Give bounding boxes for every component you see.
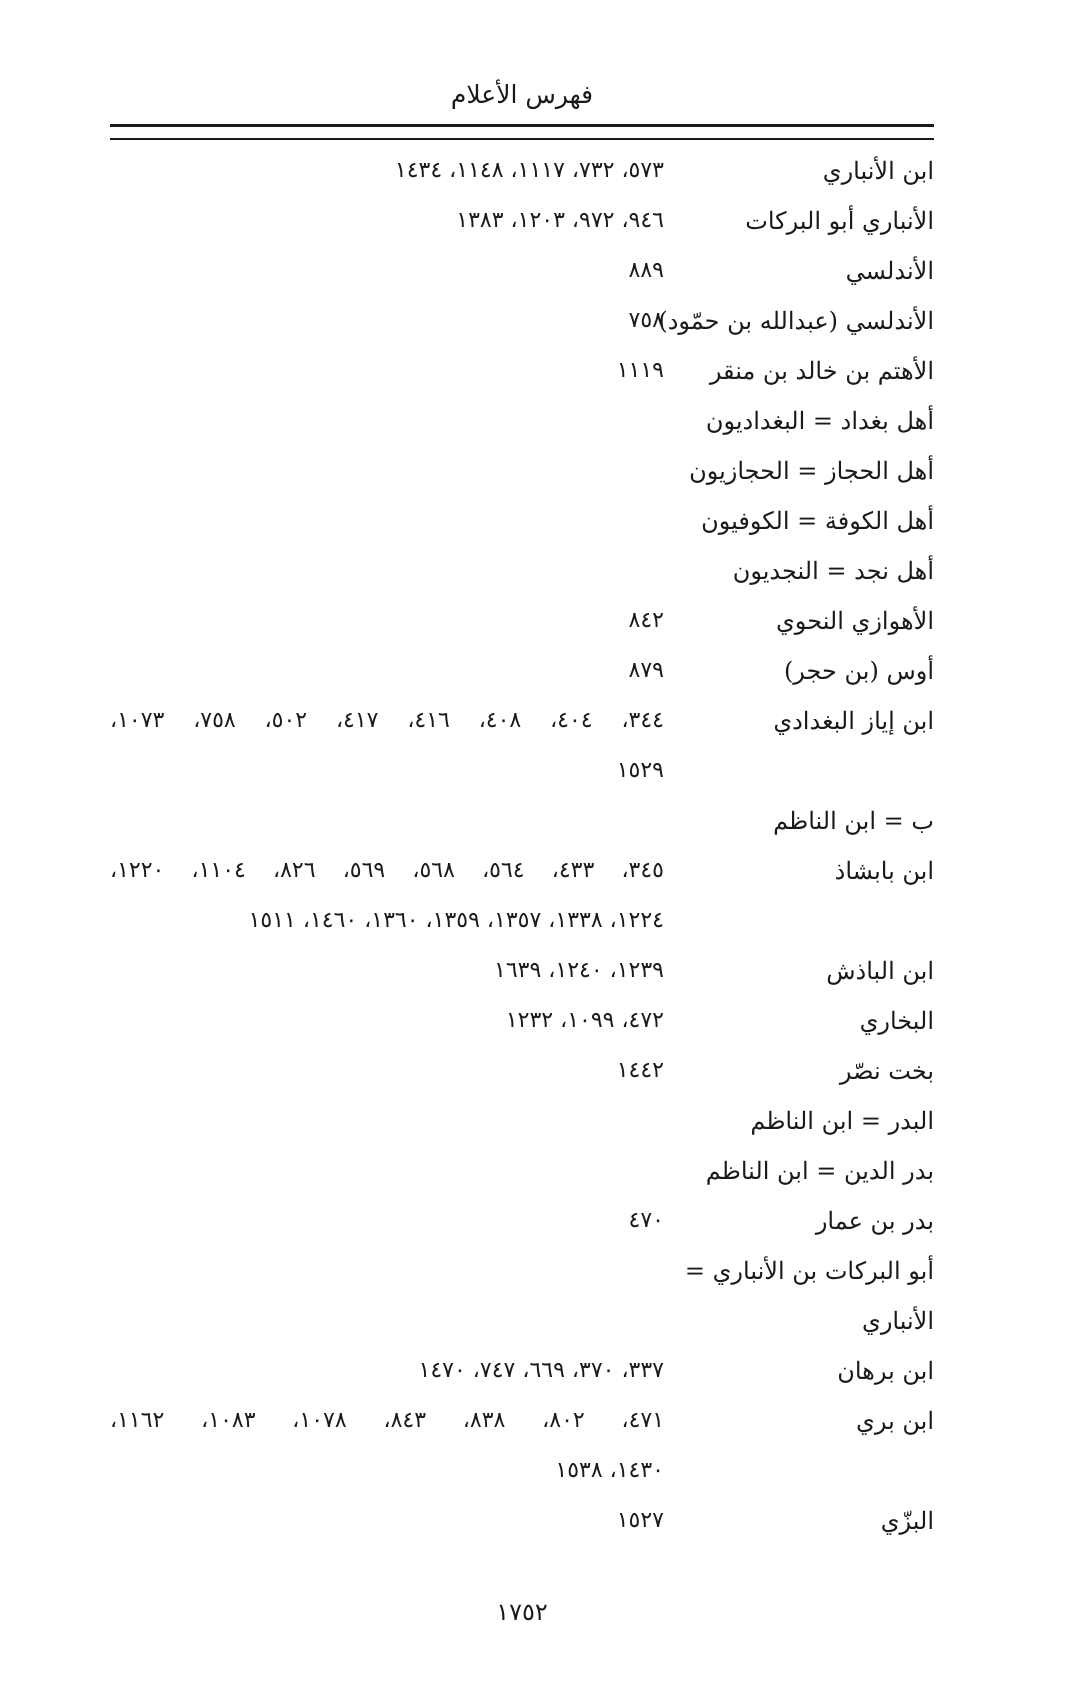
page-refs-line: ١١١٩ — [616, 358, 664, 383]
page-refs-line: ١٥٢٧ — [616, 1508, 664, 1533]
page-refs-line: ٨٨٩ — [628, 258, 664, 283]
page-refs-line: ١٢٢٤، ١٣٣٨، ١٣٥٧، ١٣٥٩، ١٣٦٠، ١٤٦٠، ١٥١١ — [248, 908, 664, 933]
entry-name: البزّي — [880, 1507, 934, 1535]
page-refs-line: ١٤٤٢ — [616, 1058, 664, 1083]
index-entry — [110, 1346, 934, 1396]
entry-name: ابن برهان — [837, 1357, 934, 1385]
entry-name: أهل الكوفة = الكوفيون — [701, 507, 934, 535]
index-entry — [110, 546, 934, 596]
entry-pages — [110, 846, 664, 946]
entry-pages — [110, 696, 664, 796]
entry-name: بخت نصّر — [839, 1057, 934, 1085]
entry-pages — [110, 996, 664, 1046]
index-entry — [110, 996, 934, 1046]
page-refs-line: ٤٧٠ — [628, 1208, 664, 1233]
page-refs-line: ٧٥٨ — [628, 308, 664, 333]
index-entry — [110, 1096, 934, 1146]
page-refs-line: ٥٧٣، ٧٣٢، ١١١٧، ١١٤٨، ١٤٣٤ — [394, 158, 664, 183]
entry-pages — [110, 246, 664, 296]
page-refs-line: ٤٧٢، ١٠٩٩، ١٢٣٢ — [505, 1008, 664, 1033]
entry-name: أهل بغداد = البغداديون — [705, 407, 934, 435]
index-entry — [110, 796, 934, 846]
page-refs-line: ٨٧٩ — [628, 658, 664, 683]
entry-name: أهل الحجاز = الحجازيون — [689, 457, 934, 485]
index-entry — [110, 1046, 934, 1096]
index-entry — [110, 846, 934, 946]
entry-name: الأندلسي — [845, 257, 934, 285]
entry-pages — [110, 1396, 664, 1496]
index-entry — [110, 296, 934, 346]
page-refs-line: ٣٤٥، ٤٣٣، ٥٦٤، ٥٦٨، ٥٦٩، ٨٢٦، ١١٠٤، ١٢٢٠، — [110, 858, 664, 883]
page-refs-line: ٨٤٢ — [628, 608, 664, 633]
index-entry — [110, 596, 934, 646]
page-refs-line: ٣٤٤، ٤٠٤، ٤٠٨، ٤١٦، ٤١٧، ٥٠٢، ٧٥٨، ١٠٧٣، — [110, 708, 664, 733]
entry-pages — [110, 596, 664, 646]
entry-name: البدر = ابن الناظم — [750, 1107, 934, 1135]
page-refs-line: ٩٤٦، ٩٧٢، ١٢٠٣، ١٣٨٣ — [456, 208, 664, 233]
index-entry — [110, 246, 934, 296]
page-number: ١٧٥٢ — [496, 1598, 548, 1626]
entry-name: الأهتم بن خالد بن منقر — [709, 357, 934, 385]
index-entry — [110, 1246, 934, 1346]
entry-pages — [110, 1496, 664, 1546]
index-entry — [110, 946, 934, 996]
entry-name: بدر بن عمار — [815, 1207, 934, 1235]
entry-name: أوس (بن حجر) — [783, 657, 934, 685]
entry-pages — [110, 296, 664, 346]
entry-pages — [110, 646, 664, 696]
index-entry — [110, 396, 934, 446]
entry-name: ابن بابشاذ — [834, 857, 934, 885]
entry-name-line: الأنباري — [862, 1307, 934, 1335]
page-refs-line: ١٤٣٠، ١٥٣٨ — [555, 1458, 664, 1483]
index-list — [110, 146, 934, 1546]
page-refs-line: ٤٧١، ٨٠٢، ٨٣٨، ٨٤٣، ١٠٧٨، ١٠٨٣، ١١٦٢، — [110, 1408, 665, 1433]
entry-pages — [110, 196, 664, 246]
entry-name: ابن بري — [856, 1407, 934, 1435]
entry-name — [664, 1246, 934, 1346]
entry-name: بدر الدين = ابن الناظم — [705, 1157, 934, 1185]
index-entry — [110, 496, 934, 546]
entry-name: الأنباري أبو البركات — [745, 207, 934, 235]
entry-name: البخاري — [859, 1007, 934, 1035]
page-refs-line: ١٥٢٩ — [616, 758, 664, 783]
header-rule-thick — [110, 124, 934, 127]
entry-pages — [110, 946, 664, 996]
entry-pages — [110, 1046, 664, 1096]
entry-name: ابن إياز البغدادي — [773, 707, 934, 735]
entry-name-line: أبو البركات بن الأنباري = — [684, 1257, 934, 1285]
index-entry — [110, 1396, 934, 1496]
index-entry — [110, 346, 934, 396]
entry-pages — [110, 1346, 664, 1396]
entry-name: ابن الباذش — [826, 957, 934, 985]
entry-name: الأندلسي (عبدالله بن حمّود) — [658, 307, 934, 335]
entry-name: ابن الأنباري — [822, 157, 934, 185]
entry-pages — [110, 1196, 664, 1246]
entry-name: أهل نجد = النجديون — [732, 557, 934, 585]
index-entry — [110, 446, 934, 496]
index-entry — [110, 146, 934, 196]
page-refs-line: ١٢٣٩، ١٢٤٠، ١٦٣٩ — [494, 958, 664, 983]
index-entry — [110, 646, 934, 696]
entry-name: الأهوازي النحوي — [776, 607, 934, 635]
index-entry — [110, 1496, 934, 1546]
index-entry — [110, 696, 934, 796]
entry-pages — [110, 346, 664, 396]
index-entry — [110, 1146, 934, 1196]
header-rule-thin — [110, 138, 934, 140]
index-entry — [110, 196, 934, 246]
page-refs-line: ٣٣٧، ٣٧٠، ٦٦٩، ٧٤٧، ١٤٧٠ — [418, 1358, 664, 1383]
index-entry — [110, 1196, 934, 1246]
entry-name: ب = ابن الناظم — [773, 807, 934, 835]
running-header: فهرس الأعلام — [450, 80, 594, 109]
entry-pages — [110, 146, 664, 196]
